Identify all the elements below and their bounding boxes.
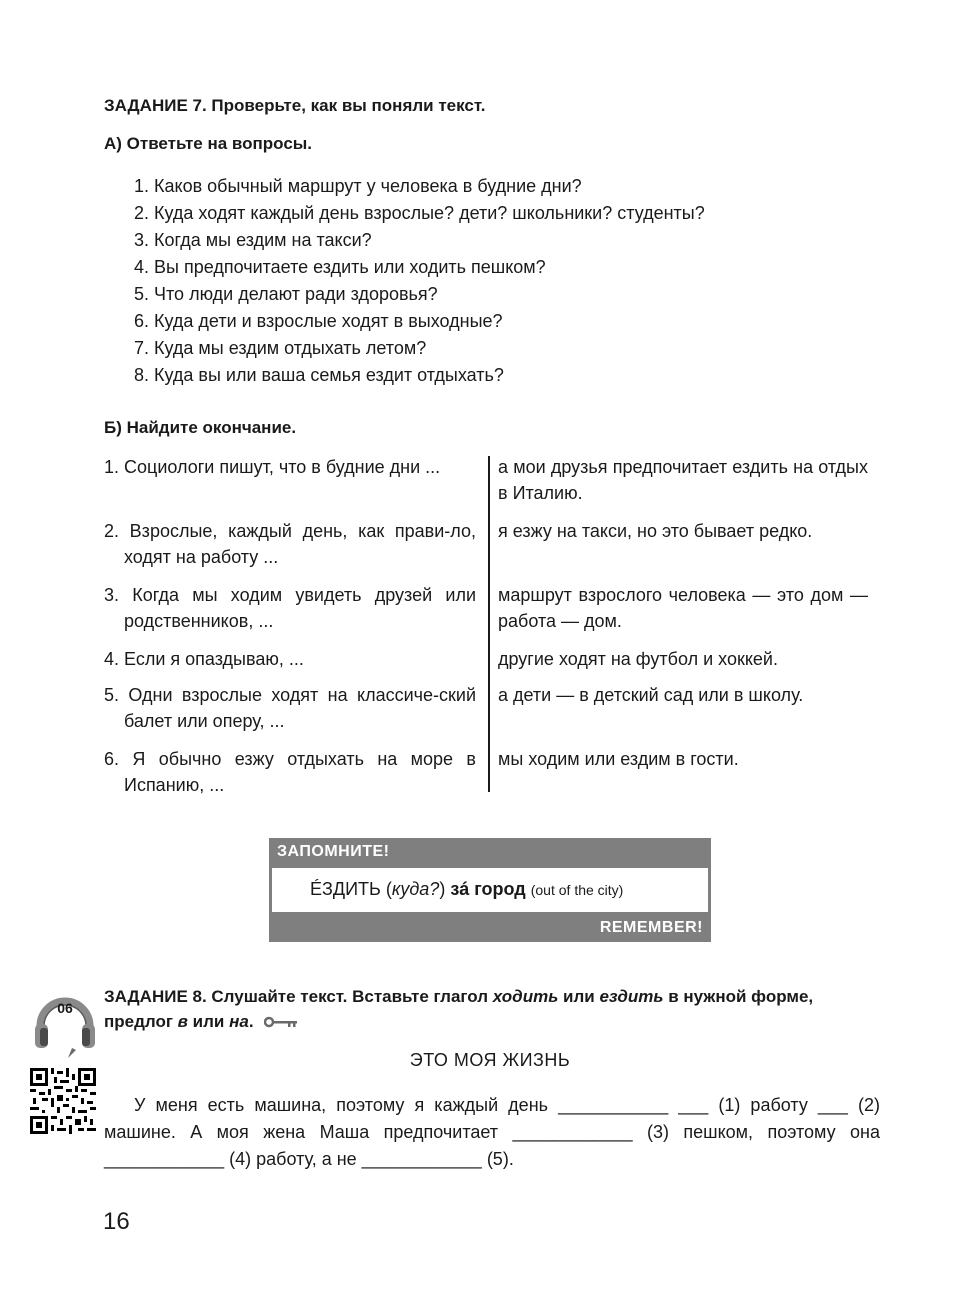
remember-footer: REMEMBER! — [599, 919, 703, 936]
remember-translation: (out of the city) — [530, 882, 624, 898]
preposition-na: на — [229, 1012, 249, 1031]
fill-in-paragraph: У меня есть машина, поэтому я каждый день ___________ ___ (1) работу ___ (2) машине. А моя жена Маша предпочитает ____________ (3) пешком, поэтому она ____________ (4) работу, а не ____________ (5). — [104, 1095, 880, 1169]
verb-hodit: ходить — [492, 987, 559, 1006]
match-row — [104, 582, 880, 646]
sentence-beginning: 2. Взрослые, каждый день, как прави-ло, ходят на работу ... — [104, 521, 476, 567]
sentence-beginning: 5. Одни взрослые ходят на классиче-ский балет или оперу, ... — [104, 685, 476, 731]
sentence-ending: мы ходим или ездим в гости. — [498, 749, 739, 769]
question-item: 8. Куда вы или ваша семья ездит отдыхать? — [134, 365, 504, 385]
sentence-beginning: 1. Социологи пишут, что в будние дни ... — [104, 457, 441, 477]
page-number: 16 — [103, 1208, 130, 1235]
match-row — [104, 646, 880, 682]
column-divider — [488, 456, 490, 792]
preposition-v: в — [177, 1012, 188, 1031]
sentence-ending: маршрут взрослого человека — это дом — работа — дом. — [498, 585, 868, 631]
remember-header: ЗАПОМНИТЕ! — [277, 843, 390, 860]
key-icon — [264, 1010, 298, 1035]
text-title: ЭТО МОЯ ЖИЗНЬ — [409, 1050, 571, 1070]
question-item: 1. Каков обычный маршрут у человека в будние дни? — [134, 176, 582, 196]
match-row — [104, 518, 880, 582]
sentence-ending: а мои друзья предпочитает ездить на отдых в Италию. — [498, 457, 868, 503]
verb-ezdit: ездить — [599, 987, 664, 1006]
sentence-ending: другие ходят на футбол и хоккей. — [498, 649, 778, 669]
qr-code-icon[interactable] — [30, 1068, 96, 1134]
matching-table — [104, 454, 880, 810]
match-row — [104, 454, 880, 518]
match-row — [104, 682, 880, 746]
match-row — [104, 746, 880, 810]
sentence-ending: а дети — в детский сад или в школу. — [498, 685, 804, 705]
task7-title: ЗАДАНИЕ 7. Проверьте, как вы поняли текст. — [104, 96, 486, 115]
remember-content: ÉЗДИТЬ (куда?) зá город (out of the city) — [272, 868, 708, 912]
question-item: 7. Куда мы ездим отдыхать летом? — [134, 338, 427, 358]
question-item: 4. Вы предпочитаете ездить или ходить пешком? — [134, 257, 546, 277]
part-a-title: А) Ответьте на вопросы. — [104, 134, 313, 153]
remember-phrase: зá город — [450, 879, 526, 899]
sentence-beginning: 6. Я обычно езжу отдыхать на море в Испанию, ... — [104, 749, 476, 795]
sentence-beginning: 3. Когда мы ходим увидеть друзей или родственников, ... — [104, 585, 476, 631]
question-item: 5. Что люди делают ради здоровья? — [134, 284, 438, 304]
question-list — [134, 173, 705, 389]
headphones-icon[interactable] — [32, 984, 98, 1060]
task8-title: ЗАДАНИЕ 8. Слушайте текст. Вставьте глагол ходить или ездить в нужной форме, предлог в или на. — [104, 984, 880, 1035]
question-item: 6. Куда дети и взрослые ходят в выходные? — [134, 311, 503, 331]
remember-question: куда? — [391, 879, 440, 899]
audio-track-number: 06 — [57, 1000, 73, 1016]
sentence-ending: я езжу на такси, но это бывает редко. — [498, 521, 813, 541]
remember-box — [269, 838, 711, 942]
question-item: 3. Когда мы ездим на такси? — [134, 230, 372, 250]
question-item: 2. Куда ходят каждый день взрослые? дети? школьники? студенты? — [134, 203, 705, 223]
part-b-title: Б) Найдите окончание. — [104, 418, 297, 437]
sentence-beginning: 4. Если я опаздываю, ... — [104, 649, 304, 669]
remember-verb: ÉЗДИТЬ — [310, 879, 381, 899]
